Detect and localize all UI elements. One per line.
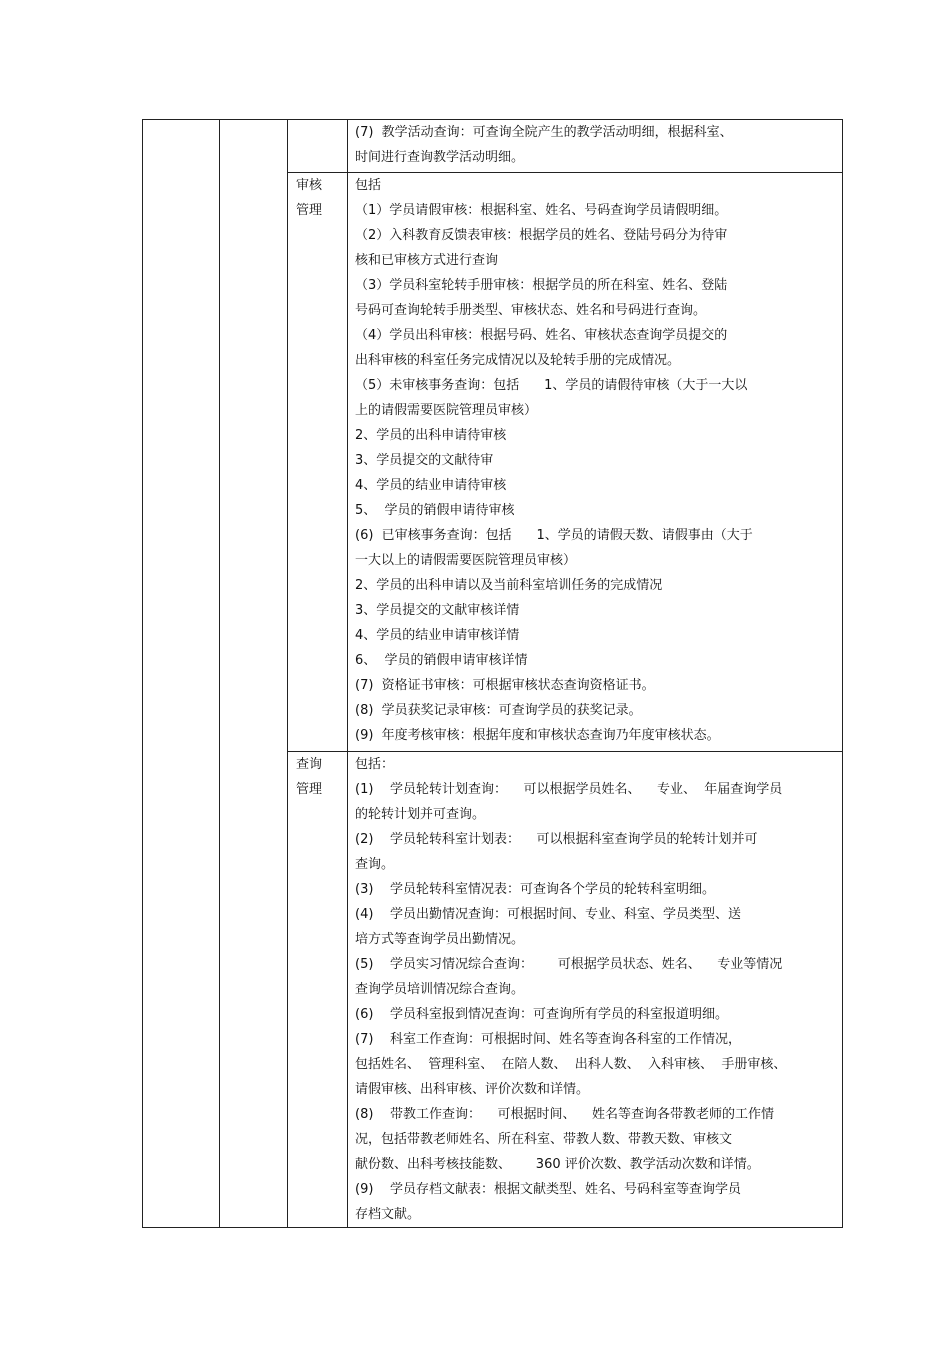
description-line: （1）学员请假审核：根据科室、姓名、号码查询学员请假明细。	[355, 203, 728, 218]
description-line: （2）入科教育反馈表审核：根据学员的姓名、登陆号码分为待审	[355, 228, 728, 243]
description-line: 包括：	[355, 757, 395, 772]
description-line: (5) 学员实习情况综合查询： 可根据学员状态、姓名、 专业等情况	[355, 957, 783, 972]
description-line: 培方式等查询学员出勤情况。	[355, 932, 525, 947]
description-line: (8) 带教工作查询： 可根据时间、 姓名等查询各带教老师的工作情	[355, 1107, 775, 1122]
description-line: 4、学员的结业申请待审核	[355, 478, 507, 493]
description-line: 时间进行查询教学活动明细。	[355, 150, 525, 165]
description-line: (4) 学员出勤情况查询：可根据时间、专业、科室、学员类型、送	[355, 907, 741, 922]
module-description-cell	[348, 120, 843, 173]
description-line: (7) 教学活动查询：可查询全院产生的教学活动明细，根据科室、	[355, 125, 733, 140]
module-name-cell: 审核 管理	[288, 173, 348, 752]
description-line: 5、 学员的销假申请待审核	[355, 503, 515, 518]
description-line: 请假审核、出科审核、评价次数和详情。	[355, 1082, 590, 1097]
description-line: 包括姓名、 管理科室、 在陪人数、 出科人数、 入科审核、 手册审核、	[355, 1057, 787, 1072]
module-name-cell	[288, 120, 348, 173]
description-line: 3、学员提交的文献待审	[355, 453, 494, 468]
description-line: (7) 资格证书审核：可根据审核状态查询资格证书。	[355, 678, 655, 693]
description-line: 3、学员提交的文献审核详情	[355, 603, 520, 618]
description-line: (7) 科室工作查询：可根据时间、姓名等查询各科室的工作情况，	[355, 1032, 741, 1047]
description-line: 号码可查询轮转手册类型、审核状态、姓名和号码进行查询。	[355, 303, 707, 318]
function-table	[142, 119, 843, 1228]
description-line: (3) 学员轮转科室情况表：可查询各个学员的轮转科室明细。	[355, 882, 715, 897]
module-description-cell	[348, 173, 843, 752]
description-line: 一大以上的请假需要医院管理员审核）	[355, 553, 577, 568]
description-line: 上的请假需要医院管理员审核）	[355, 403, 538, 418]
description-line: (9) 学员存档文献表：根据文献类型、姓名、号码科室等查询学员	[355, 1182, 741, 1197]
module-name-cell: 查询 管理	[288, 752, 348, 1228]
description-line: 查询学员培训情况综合查询。	[355, 982, 525, 997]
description-line: 献份数、出科考核技能数、 360 评价次数、教学活动次数和详情。	[355, 1157, 760, 1172]
description-line: （5）未审核事务查询：包括 1、学员的请假待审核（大于一大以	[355, 378, 748, 393]
table-row	[143, 120, 843, 173]
description-line: 查询。	[355, 857, 395, 872]
description-line: 核和已审核方式进行查询	[355, 253, 499, 268]
description-line: 2、学员的出科申请以及当前科室培训任务的完成情况	[355, 578, 663, 593]
description-line: 6、 学员的销假申请审核详情	[355, 653, 528, 668]
description-line: 的轮转计划并可查询。	[355, 807, 486, 822]
description-line: 4、学员的结业申请审核详情	[355, 628, 520, 643]
description-line: 2、学员的出科申请待审核	[355, 428, 507, 443]
subcategory-cell	[220, 120, 288, 1228]
description-line: （4）学员出科审核：根据号码、姓名、审核状态查询学员提交的	[355, 328, 728, 343]
module-description-cell	[348, 752, 843, 1228]
description-line: （3）学员科室轮转手册审核：根据学员的所在科室、姓名、登陆	[355, 278, 728, 293]
description-line: (6) 已审核事务查询：包括 1、学员的请假天数、请假事由（大于	[355, 528, 753, 543]
description-line: (8) 学员获奖记录审核：可查询学员的获奖记录。	[355, 703, 642, 718]
description-line: (1) 学员轮转计划查询： 可以根据学员姓名、 专业、 年届查询学员	[355, 782, 783, 797]
description-line: 存档文献。	[355, 1207, 421, 1222]
table-body	[143, 120, 843, 1228]
description-line: 况，包括带教老师姓名、所在科室、带教人数、带教天数、审核文	[355, 1132, 733, 1147]
description-line: (6) 学员科室报到情况查询：可查询所有学员的科室报道明细。	[355, 1007, 728, 1022]
description-line: (9) 年度考核审核：根据年度和审核状态查询乃年度审核状态。	[355, 728, 720, 743]
category-cell	[143, 120, 220, 1228]
description-line: (2) 学员轮转科室计划表： 可以根据科室查询学员的轮转计划并可	[355, 832, 758, 847]
description-line: 包括	[355, 178, 382, 193]
description-line: 出科审核的科室任务完成情况以及轮转手册的完成情况。	[355, 353, 681, 368]
